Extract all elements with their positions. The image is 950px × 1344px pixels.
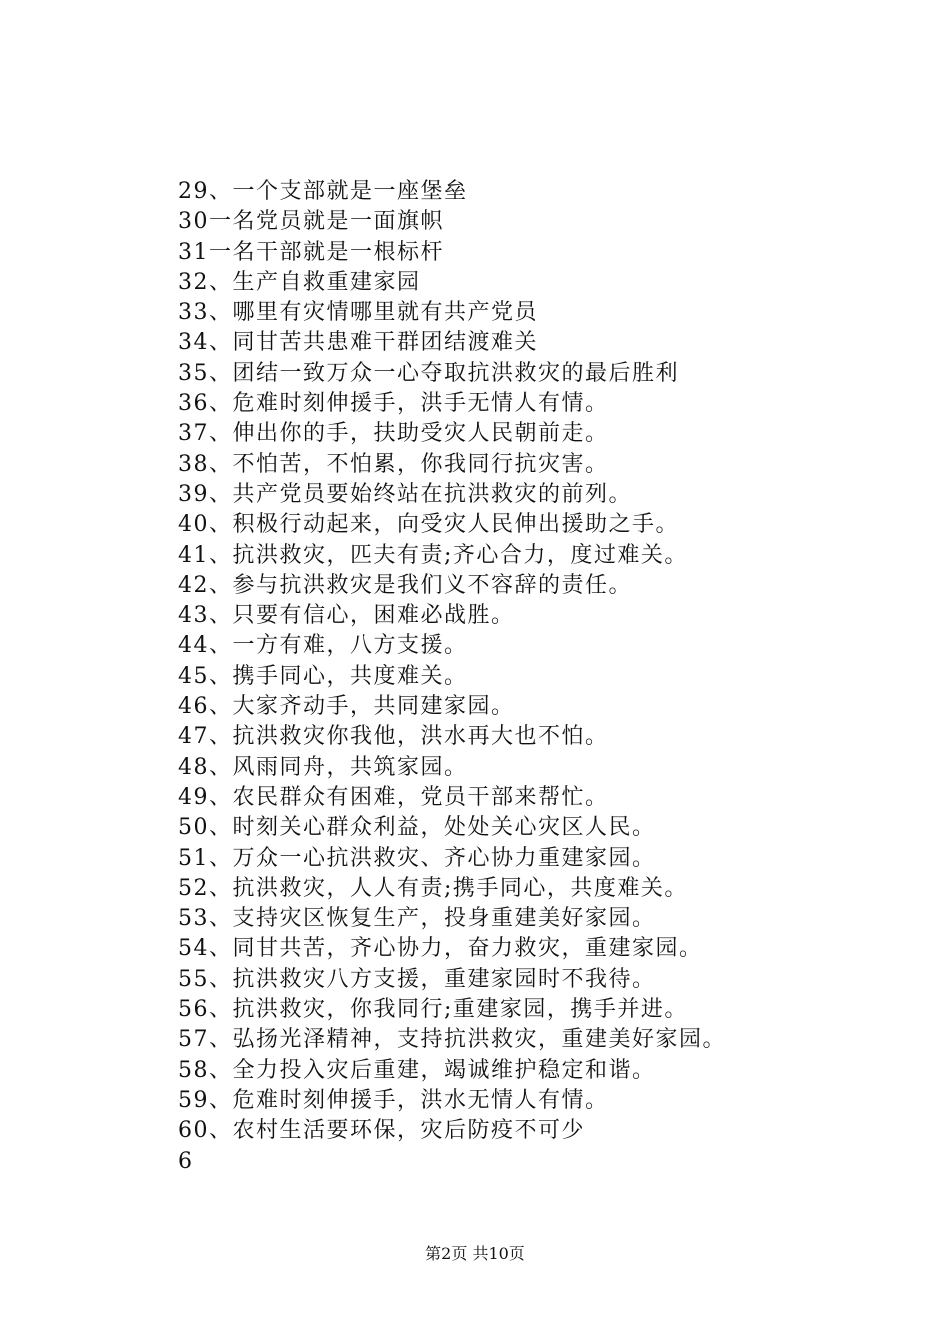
- text-line: 30一名党员就是一面旗帜: [178, 209, 444, 235]
- text-line: 42、参与抗洪救灾是我们义不容辞的责任。: [178, 572, 632, 598]
- text-line: 52、抗洪救灾，人人有责;携手同心，共度难关。: [178, 875, 688, 901]
- text-line: 49、农民群众有困难，党员干部来帮忙。: [178, 784, 609, 810]
- text-line: 54、同甘共苦，齐心协力，奋力救灾，重建家园。: [178, 936, 703, 962]
- text-line: 33、哪里有灾情哪里就有共产党员: [178, 300, 538, 326]
- text-line: 47、抗洪救灾你我他，洪水再大也不怕。: [178, 724, 609, 750]
- text-line: 56、抗洪救灾，你我同行;重建家园，携手并进。: [178, 997, 688, 1023]
- text-line: 55、抗洪救灾八方支援，重建家园时不我待。: [178, 966, 656, 992]
- text-line: 46、大家齐动手，共同建家园。: [178, 694, 515, 720]
- text-line: 32、生产自救重建家园: [178, 269, 421, 295]
- text-line: 58、全力投入灾后重建，竭诚维护稳定和谐。: [178, 1057, 656, 1083]
- text-line: 34、同甘苦共患难干群团结渡难关: [178, 330, 538, 356]
- page-number-footer: 第2页 共10页: [425, 1244, 525, 1263]
- document-body: [178, 177, 878, 1177]
- text-line: 50、时刻关心群众利益，处处关心灾区人民。: [178, 815, 656, 841]
- text-line: 60、农村生活要环保，灾后防疫不可少: [178, 1118, 585, 1144]
- text-line: 40、积极行动起来，向受灾人民伸出援助之手。: [178, 512, 679, 538]
- text-line: 59、危难时刻伸援手，洪水无情人有情。: [178, 1087, 609, 1113]
- text-line: 48、风雨同舟，共筑家园。: [178, 754, 468, 780]
- text-line: 29、一个支部就是一座堡垒: [178, 179, 468, 204]
- text-line: 44、一方有难，八方支援。: [178, 633, 468, 659]
- text-line: 38、不怕苦，不怕累，你我同行抗灾害。: [178, 451, 609, 477]
- text-line: 31一名干部就是一根标杆: [178, 239, 444, 265]
- text-line: 39、共产党员要始终站在抗洪救灾的前列。: [178, 481, 632, 507]
- text-line: 53、支持灾区恢复生产，投身重建美好家园。: [178, 906, 656, 932]
- text-line: 51、万众一心抗洪救灾、齐心协力重建家园。: [178, 845, 656, 871]
- text-line: 37、伸出你的手，扶助受灾人民朝前走。: [178, 421, 609, 447]
- text-line: 45、携手同心，共度难关。: [178, 663, 468, 689]
- text-line: 6: [178, 1148, 194, 1174]
- text-line: 35、团结一致万众一心夺取抗洪救灾的最后胜利: [178, 360, 679, 386]
- text-line: 43、只要有信心，困难必战胜。: [178, 603, 515, 629]
- text-line: 41、抗洪救灾，匹夫有责;齐心合力，度过难关。: [178, 542, 688, 568]
- text-line: 57、弘扬光泽精神，支持抗洪救灾，重建美好家园。: [178, 1027, 726, 1053]
- text-line: 36、危难时刻伸援手，洪手无情人有情。: [178, 391, 609, 417]
